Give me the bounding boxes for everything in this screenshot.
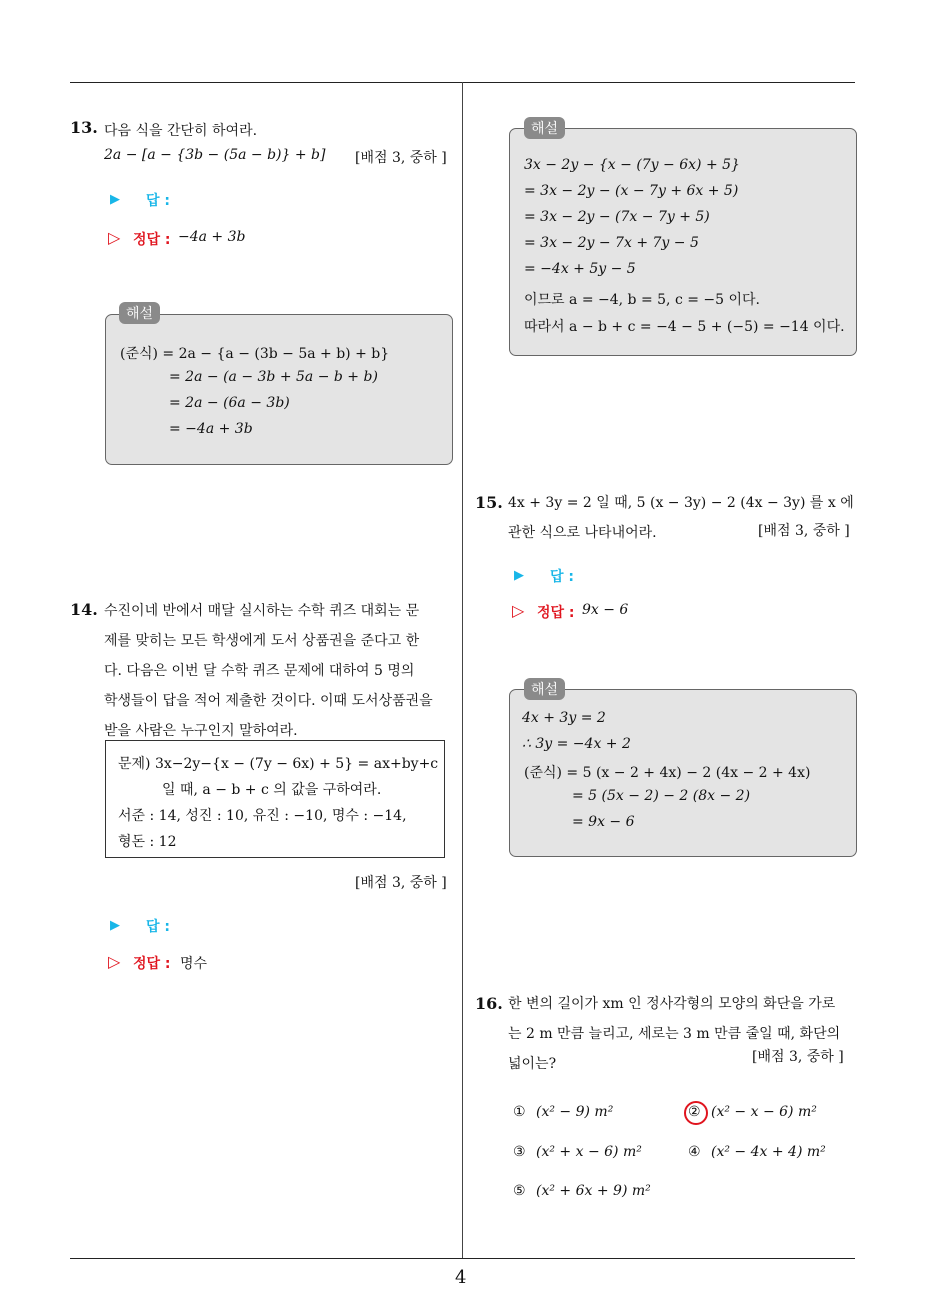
question-line: 다. 다음은 이번 달 수학 퀴즈 문제에 대하여 5 명의 — [104, 663, 415, 679]
solution-line: = −4a + 3b — [169, 421, 253, 437]
correct-arrow-icon: ▷ — [512, 601, 525, 620]
selected-choice-mark — [684, 1101, 708, 1125]
question-text: 다음 식을 간단히 하여라. — [104, 123, 258, 139]
solution-line: = 3x − 2y − (x − 7y + 6x + 5) — [524, 183, 739, 199]
question-line: 제를 맞히는 모든 학생에게 도서 상품권을 준다고 한 — [104, 633, 420, 649]
correct-arrow-icon: ▷ — [108, 952, 121, 971]
correct-answer-label: 정답 : — [537, 605, 575, 621]
solution-line: 4x + 3y = 2 — [522, 710, 606, 726]
problem-line: 형돈 : 12 — [118, 834, 177, 850]
choice-marker: ① — [513, 1104, 526, 1120]
question-line: 는 2 m 만큼 늘리고, 세로는 3 m 만큼 줄일 때, 화단의 — [508, 1026, 841, 1042]
problem-line: 서준 : 14, 성진 : 10, 유진 : −10, 명수 : −14, — [118, 808, 407, 824]
choice-5[interactable] — [513, 1183, 651, 1199]
solution-line: = 2a − (a − 3b + 5a − b + b) — [169, 369, 378, 385]
choice-3[interactable] — [513, 1144, 642, 1160]
choice-marker: ④ — [688, 1144, 701, 1160]
solution-line: (준식) = 5 (x − 2 + 4x) − 2 (4x − 2 + 4x) — [524, 765, 811, 781]
question-text — [104, 596, 456, 746]
solution-line: 3x − 2y − {x − (7y − 6x) + 5} — [524, 157, 740, 173]
solution-line: (준식) = 2a − {a − (3b − 5a + b) + b} — [120, 346, 390, 362]
solution-line: = 5 (5x − 2) − 2 (8x − 2) — [572, 788, 751, 804]
choice-text: (x² − x − 6) m² — [711, 1104, 817, 1120]
question-line: 한 변의 길이가 xm 인 정사각형의 모양의 화단을 가로 — [508, 996, 836, 1012]
solution-line: = 9x − 6 — [572, 814, 635, 830]
answer-label: 답 : — [146, 919, 170, 935]
question-number: 16. — [475, 994, 503, 1013]
question-number: 13. — [70, 118, 98, 137]
question-number: 14. — [70, 600, 98, 619]
answer-arrow-icon: ▶ — [514, 568, 524, 583]
choice-text: (x² − 9) m² — [536, 1104, 614, 1120]
points-difficulty: [배점 3, 중하 ] — [758, 523, 850, 539]
question-line: 받을 사람은 누구인지 말하여라. — [104, 723, 298, 739]
column-divider — [462, 82, 463, 1259]
choice-marker: ⑤ — [513, 1183, 526, 1199]
solution-box — [509, 128, 857, 356]
solution-line: ∴ 3y = −4x + 2 — [522, 736, 631, 752]
problem-box — [105, 740, 445, 858]
question-line: 4x + 3y = 2 일 때, 5 (x − 3y) − 2 (4x − 3y) 를 x 에 — [508, 495, 854, 511]
answer-arrow-icon: ▶ — [110, 192, 120, 207]
solution-line: = 2a − (6a − 3b) — [169, 395, 290, 411]
solution-tag: 해설 — [119, 302, 160, 324]
answer-arrow-icon: ▶ — [110, 918, 120, 933]
solution-line: = 3x − 2y − 7x + 7y − 5 — [524, 235, 699, 251]
problem-line: 일 때, a − b + c 의 값을 구하여라. — [162, 782, 382, 798]
correct-answer-label: 정답 : — [133, 956, 171, 972]
bottom-rule — [70, 1258, 855, 1259]
solution-line: 이므로 a = −4, b = 5, c = −5 이다. — [524, 292, 760, 308]
solution-line: = −4x + 5y − 5 — [524, 261, 636, 277]
solution-tag: 해설 — [524, 117, 565, 139]
question-line: 넓이는? — [508, 1056, 557, 1072]
solution-tag: 해설 — [524, 678, 565, 700]
points-difficulty: [배점 3, 중하 ] — [355, 150, 447, 166]
question-line: 수진이네 반에서 매달 실시하는 수학 퀴즈 대회는 문 — [104, 603, 420, 619]
correct-answer-value: 명수 — [180, 956, 208, 972]
correct-arrow-icon: ▷ — [108, 228, 121, 247]
answer-label: 답 : — [146, 193, 170, 209]
solution-line: = 3x − 2y − (7x − 7y + 5) — [524, 209, 710, 225]
question-number: 15. — [475, 493, 503, 512]
answer-label: 답 : — [550, 569, 574, 585]
points-difficulty: [배점 3, 중하 ] — [752, 1049, 844, 1065]
solution-box — [509, 689, 857, 857]
choice-text: (x² + 6x + 9) m² — [536, 1183, 651, 1199]
correct-answer-value: −4a + 3b — [178, 229, 246, 245]
choice-text: (x² − 4x + 4) m² — [711, 1144, 826, 1160]
points-difficulty: [배점 3, 중하 ] — [355, 875, 447, 891]
question-line: 학생들이 답을 적어 제출한 것이다. 이때 도서상품권을 — [104, 693, 433, 709]
page-number: 4 — [455, 1267, 467, 1288]
correct-answer-value: 9x − 6 — [582, 602, 629, 618]
choice-4[interactable] — [688, 1144, 826, 1160]
correct-answer-label: 정답 : — [133, 232, 171, 248]
question-expression: 2a − [a − {3b − (5a − b)} + b] — [104, 147, 326, 163]
choice-marker: ② — [688, 1104, 701, 1120]
question-line: 관한 식으로 나타내어라. — [508, 525, 657, 541]
solution-box — [105, 314, 453, 465]
choice-text: (x² + x − 6) m² — [536, 1144, 642, 1160]
choice-1[interactable] — [513, 1104, 613, 1120]
problem-line: 문제) 3x−2y−{x − (7y − 6x) + 5} = ax+by+c — [118, 756, 439, 772]
solution-line: 따라서 a − b + c = −4 − 5 + (−5) = −14 이다. — [524, 319, 845, 335]
choice-marker: ③ — [513, 1144, 526, 1160]
